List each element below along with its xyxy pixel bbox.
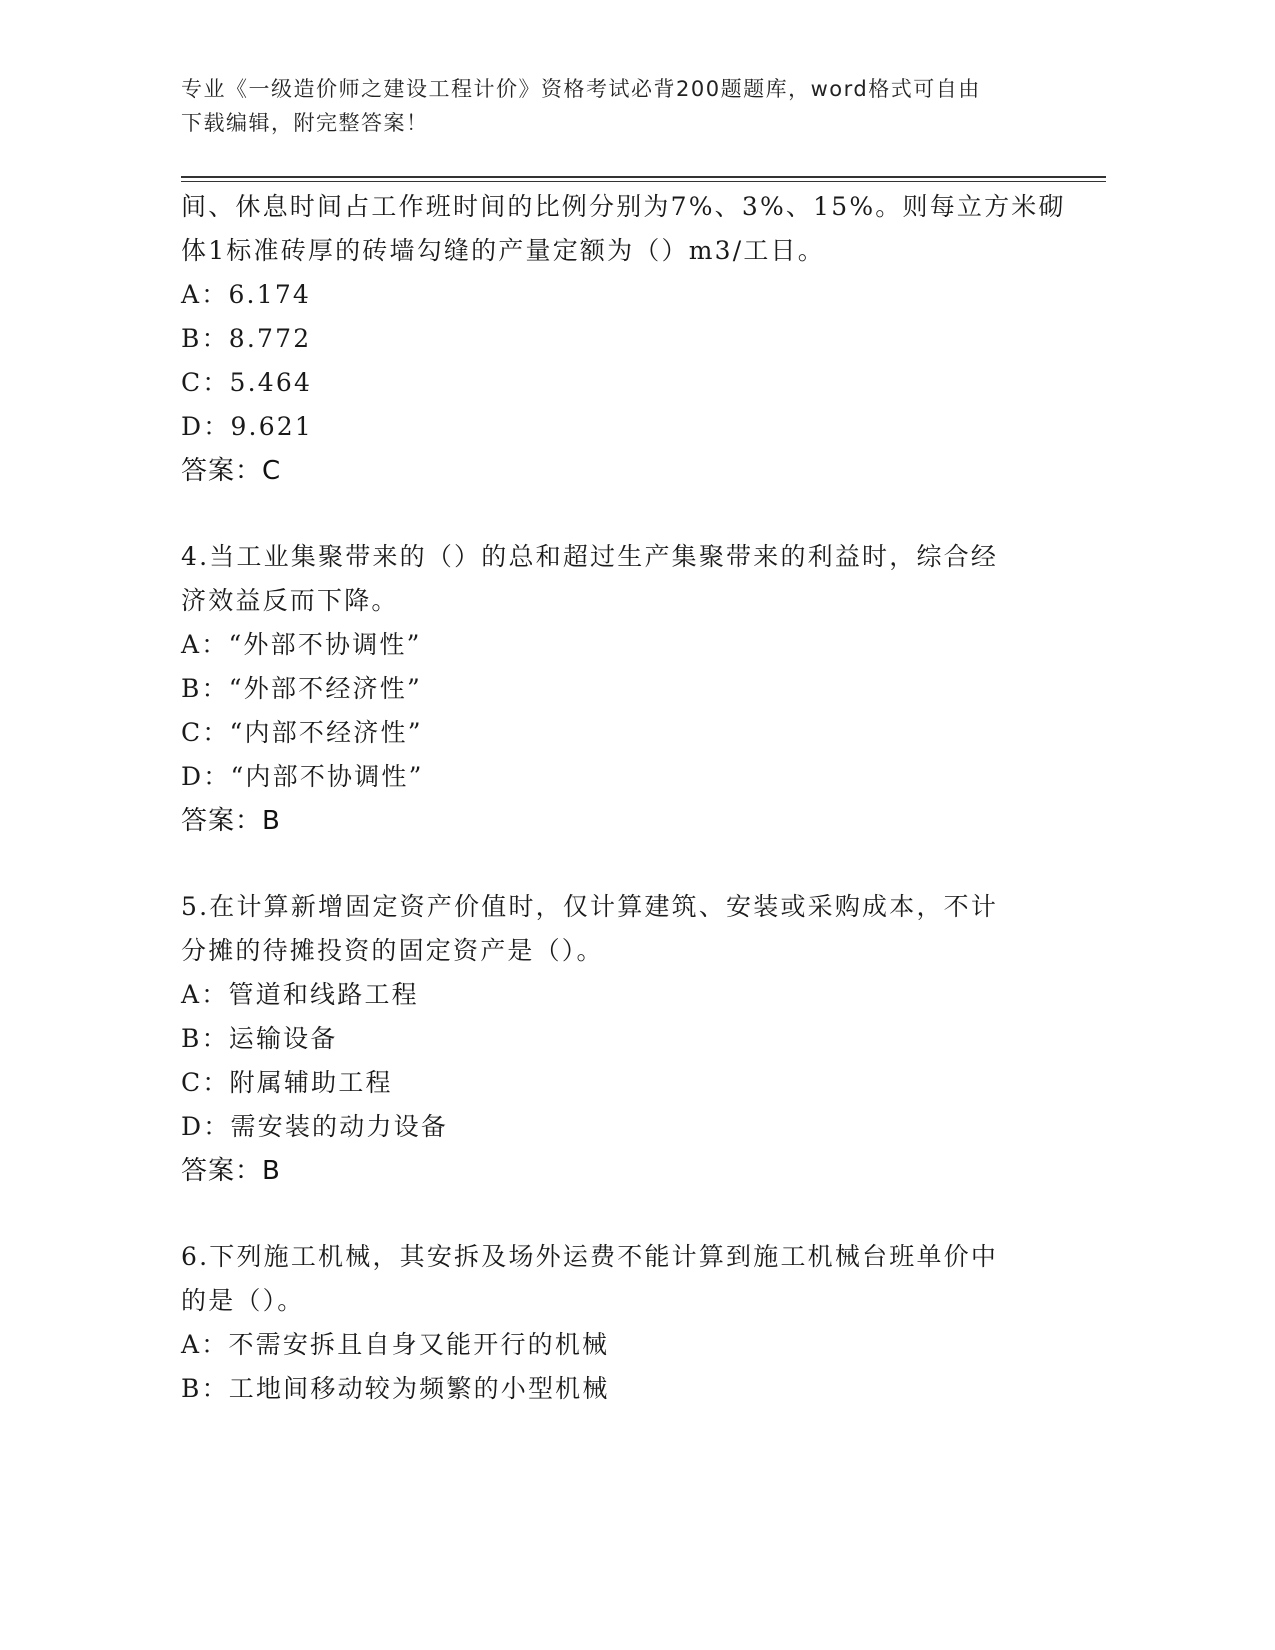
option-a: A：“外部不协调性” [181, 630, 422, 659]
question-4 [181, 535, 1081, 843]
option-b: B：“外部不经济性” [181, 674, 422, 703]
option-a: A：6.174 [181, 280, 312, 309]
header-divider-thin [181, 181, 1106, 182]
option-d: D：需安装的动力设备 [181, 1112, 449, 1141]
answer-line: 答案：B [181, 806, 281, 836]
question-list [181, 185, 1081, 1411]
option-a: A：管道和线路工程 [181, 980, 419, 1009]
question-3 [181, 185, 1081, 493]
question-stem-line: 济效益反而下降。 [181, 586, 399, 615]
spacer [181, 843, 1081, 885]
option-c: C：5.464 [181, 368, 313, 397]
option-a: A：不需安拆且自身又能开行的机械 [181, 1330, 610, 1359]
option-b: B：工地间移动较为频繁的小型机械 [181, 1374, 610, 1403]
option-c: C：“内部不经济性” [181, 718, 423, 747]
option-c: C：附属辅助工程 [181, 1068, 393, 1097]
question-6 [181, 1235, 1081, 1411]
spacer [181, 493, 1081, 535]
question-5 [181, 885, 1081, 1193]
question-stem-line: 6.下列施工机械，其安拆及场外运费不能计算到施工机械台班单价中 [181, 1242, 999, 1271]
document-header [181, 72, 1081, 140]
question-stem-line: 的是（）。 [181, 1286, 305, 1315]
header-divider-thick [181, 176, 1106, 178]
option-d: D：9.621 [181, 412, 314, 441]
option-b: B：运输设备 [181, 1024, 338, 1053]
spacer [181, 1193, 1081, 1235]
question-stem-line: 5.在计算新增固定资产价值时，仅计算建筑、安装或采购成本，不计 [181, 892, 999, 921]
header-line-2: 下载编辑，附完整答案！ [181, 111, 429, 135]
question-stem-line: 分摊的待摊投资的固定资产是（）。 [181, 936, 604, 965]
answer-line: 答案：B [181, 1156, 281, 1186]
option-b: B：8.772 [181, 324, 312, 353]
question-stem-line: 体1标准砖厚的砖墙勾缝的产量定额为（）m3/工日。 [181, 236, 825, 265]
question-stem-line: 4.当工业集聚带来的（）的总和超过生产集聚带来的利益时，综合经 [181, 542, 999, 571]
answer-line: 答案：C [181, 456, 282, 486]
header-line-1: 专业《一级造价师之建设工程计价》资格考试必背200题题库，word格式可自由 [181, 77, 981, 101]
question-stem-line: 间、休息时间占工作班时间的比例分别为7%、3%、15%。则每立方米砌 [181, 192, 1066, 221]
option-d: D：“内部不协调性” [181, 762, 424, 791]
